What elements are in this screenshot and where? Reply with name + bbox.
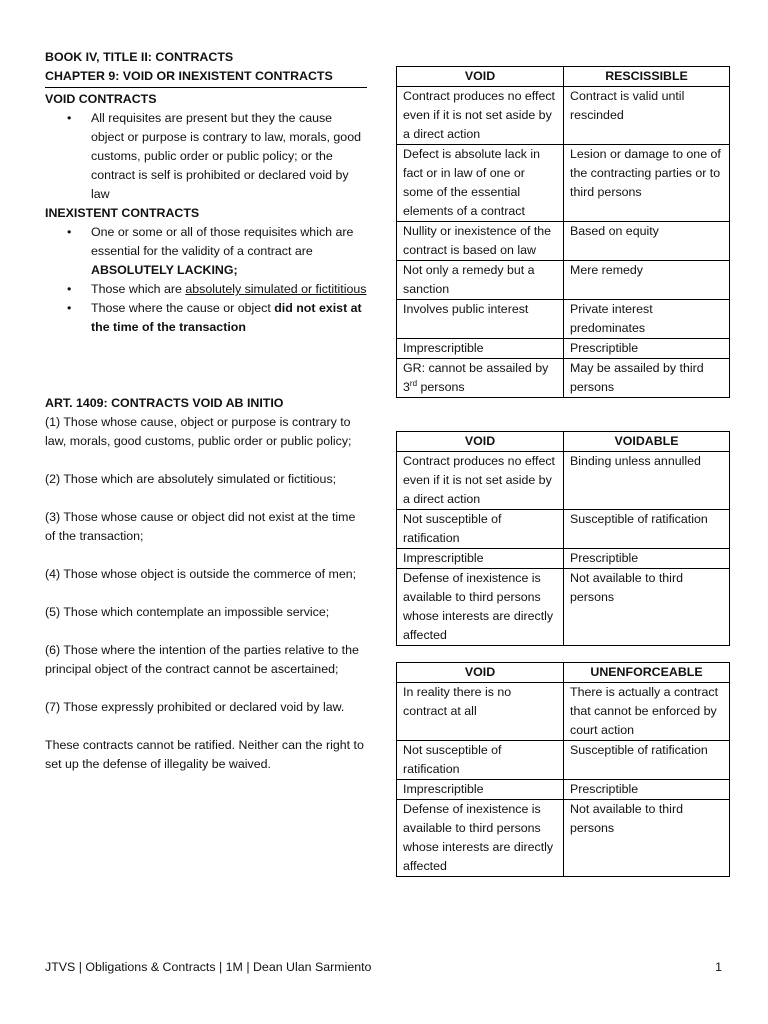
article-item-3: (3) Those whose cause or object did not exist at the time of the transaction; (45, 510, 356, 543)
table-cell: Defect is absolute lack in fact or in law of one or some of the essential elements of a contract (397, 145, 564, 222)
table-cell: Prescriptible (564, 549, 730, 569)
table-row (397, 452, 730, 510)
table-cell: Prescriptible (564, 780, 730, 800)
article-item-2: (2) Those which are absolutely simulated or fictitious; (45, 472, 337, 486)
void-vs-rescissible-table-wrap (396, 66, 730, 398)
ordinal-superscript: rd (409, 378, 418, 388)
inexistent-contracts-heading: INEXISTENT CONTRACTS (45, 206, 200, 220)
table-row (397, 359, 730, 398)
book-title: BOOK IV, TITLE II: CONTRACTS (45, 50, 234, 64)
void-vs-unenforceable-table (396, 662, 730, 877)
article-item-5: (5) Those which contemplate an impossible service; (45, 605, 330, 619)
table-row (397, 683, 730, 741)
table-cell: Imprescriptible (397, 549, 564, 569)
article-heading: ART. 1409: CONTRACTS VOID AB INITIO (45, 396, 284, 410)
inexistent-bullet-1-bold: ABSOLUTELY LACKING; (91, 263, 238, 277)
article-closing: These contracts cannot be ratified. Neither can the right to set up the defense of illegality be waived. (45, 738, 364, 771)
table-header-row (397, 663, 730, 683)
table-row (397, 261, 730, 300)
table-header-cell: RESCISSIBLE (564, 67, 730, 87)
table-cell: Not susceptible of ratification (397, 510, 564, 549)
table-cell: Binding unless annulled (564, 452, 730, 510)
article-item-4: (4) Those whose object is outside the commerce of men; (45, 567, 357, 581)
table-row (397, 339, 730, 359)
table-header-cell: UNENFORCEABLE (564, 663, 730, 683)
table-cell: Contract produces no effect even if it is not set aside by a direct action (397, 87, 564, 145)
article-item-1: (1) Those whose cause, object or purpose is contrary to law, morals, good customs, public order or public policy; (45, 415, 352, 448)
table-cell: Contract is valid until rescinded (564, 87, 730, 145)
table-cell: Not only a remedy but a sanction (397, 261, 564, 300)
table-cell: Prescriptible (564, 339, 730, 359)
table-cell: Imprescriptible (397, 780, 564, 800)
table-row (397, 780, 730, 800)
table-row (397, 800, 730, 877)
table-header-row (397, 67, 730, 87)
table-row (397, 222, 730, 261)
table-cell: Susceptible of ratification (564, 510, 730, 549)
inexistent-bullet-2-text: Those which are (91, 282, 186, 296)
article-item-6: (6) Those where the intention of the parties relative to the principal object of the contract cannot be ascertained; (45, 643, 359, 676)
last-row-void-text: GR: cannot be assailed by 3 (403, 361, 549, 394)
inexistent-bullet-3-text: Those where the cause or object (91, 301, 275, 315)
table-cell: Not susceptible of ratification (397, 741, 564, 780)
inexistent-bullet-2-underline: absolutely simulated or fictititious (185, 282, 367, 296)
table-cell: Susceptible of ratification (564, 741, 730, 780)
inexistent-bullet-3-bold: did not exist at the time of the transaction (91, 301, 362, 334)
table-cell: May be assailed by third persons (564, 359, 730, 398)
table-cell: Imprescriptible (397, 339, 564, 359)
inexistent-bullet-1 (91, 223, 367, 280)
table-cell: Nullity or inexistence of the contract is based on law (397, 222, 564, 261)
table-header-cell: VOID (397, 663, 564, 683)
void-contracts-bullet: • All requisites are present but they the cause object or purpose is contrary to law, morals, good customs, public order or public policy; or the contract is self is prohibited or declared void by law (91, 109, 367, 204)
table-cell: Based on equity (564, 222, 730, 261)
table-cell: Defense of inexistence is available to third persons whose interests are directly affected (397, 800, 564, 877)
table-header-cell: VOID (397, 67, 564, 87)
void-contracts-heading: VOID CONTRACTS (45, 92, 157, 106)
page-number: 1 (715, 960, 722, 974)
inexistent-bullet-2 (91, 280, 367, 299)
table-header-row (397, 432, 730, 452)
left-column (45, 48, 367, 774)
inexistent-contracts-list (45, 223, 367, 337)
table-row (397, 741, 730, 780)
void-contracts-list (45, 109, 367, 204)
table-header-cell: VOIDABLE (564, 432, 730, 452)
table-row (397, 87, 730, 145)
table-row (397, 569, 730, 646)
chapter-title: CHAPTER 9: VOID OR INEXISTENT CONTRACTS (45, 67, 367, 88)
table-cell: Not available to third persons (564, 569, 730, 646)
table-row (397, 510, 730, 549)
page-footer (45, 960, 722, 974)
table-header-cell: VOID (397, 432, 564, 452)
inexistent-bullet-1-text: One or some or all of those requisites which are essential for the validity of a contract are (91, 225, 354, 258)
void-vs-voidable-table (396, 431, 730, 646)
table-cell: Defense of inexistence is available to third persons whose interests are directly affected (397, 569, 564, 646)
footer-text: JTVS | Obligations & Contracts | 1M | Dean Ulan Sarmiento (45, 960, 372, 974)
table-cell: Contract produces no effect even if it is not set aside by a direct action (397, 452, 564, 510)
table-cell: Lesion or damage to one of the contracting parties or to third persons (564, 145, 730, 222)
void-vs-rescissible-table (396, 66, 730, 398)
void-vs-unenforceable-table-wrap (396, 662, 730, 877)
table-row (397, 145, 730, 222)
last-row-void-suffix: persons (417, 380, 465, 394)
void-vs-voidable-table-wrap (396, 431, 730, 646)
table-cell: In reality there is no contract at all (397, 683, 564, 741)
table-cell: Private interest predominates (564, 300, 730, 339)
table-cell: Mere remedy (564, 261, 730, 300)
table-row (397, 300, 730, 339)
table-cell: Involves public interest (397, 300, 564, 339)
table-cell (397, 359, 564, 398)
inexistent-bullet-3 (91, 299, 367, 337)
table-cell: Not available to third persons (564, 800, 730, 877)
table-row (397, 549, 730, 569)
table-cell: There is actually a contract that cannot be enforced by court action (564, 683, 730, 741)
article-item-7: (7) Those expressly prohibited or declared void by law. (45, 700, 345, 714)
